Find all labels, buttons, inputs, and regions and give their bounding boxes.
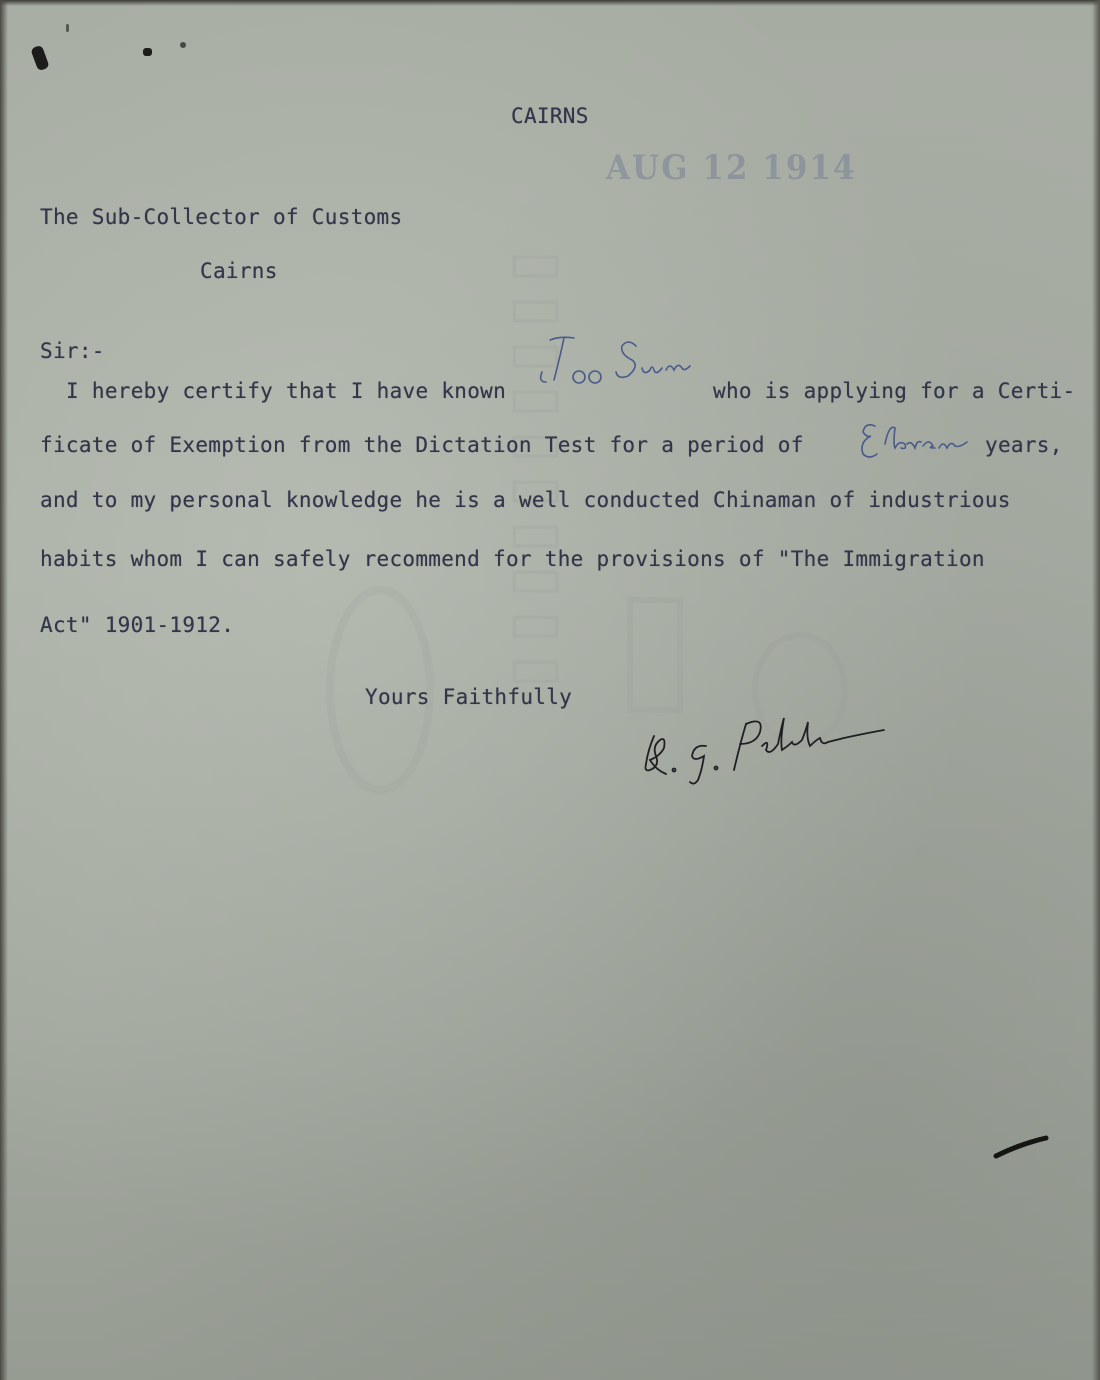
signature [630,700,900,790]
body-line-2-start: ficate of Exemption from the Dictation Test for a period of [40,433,804,457]
body-line-3: and to my personal knowledge he is a well conducted Chinaman of industrious [40,488,1011,512]
date-stamp: AUG 12 1914 [606,148,857,188]
body-line-2-end: years, [985,433,1063,457]
letter-place: CAIRNS [511,104,589,128]
ink-blot [180,42,186,48]
handwritten-period [855,418,980,468]
closing: Yours Faithfully [365,685,573,709]
handwritten-name [532,332,722,392]
ink-blot [66,24,69,32]
body-line-4: habits whom I can safely recommend for the provisions of "The Immigration [40,547,985,571]
body-line-1-start: I hereby certify that I have known [66,379,507,403]
addressee-line-1: The Sub-Collector of Customs [40,205,403,229]
ink-blot [143,48,152,56]
addressee-line-2: Cairns [200,259,278,283]
salutation: Sir:- [40,339,105,363]
ink-stroke-mark [990,1128,1060,1168]
bleed-through-text: ▯▯▯▯▯▯▯▯▯▯ [505,250,575,701]
body-line-1-end: who is applying for a Certi- [713,379,1076,403]
body-line-5: Act" 1901-1912. [40,613,235,637]
